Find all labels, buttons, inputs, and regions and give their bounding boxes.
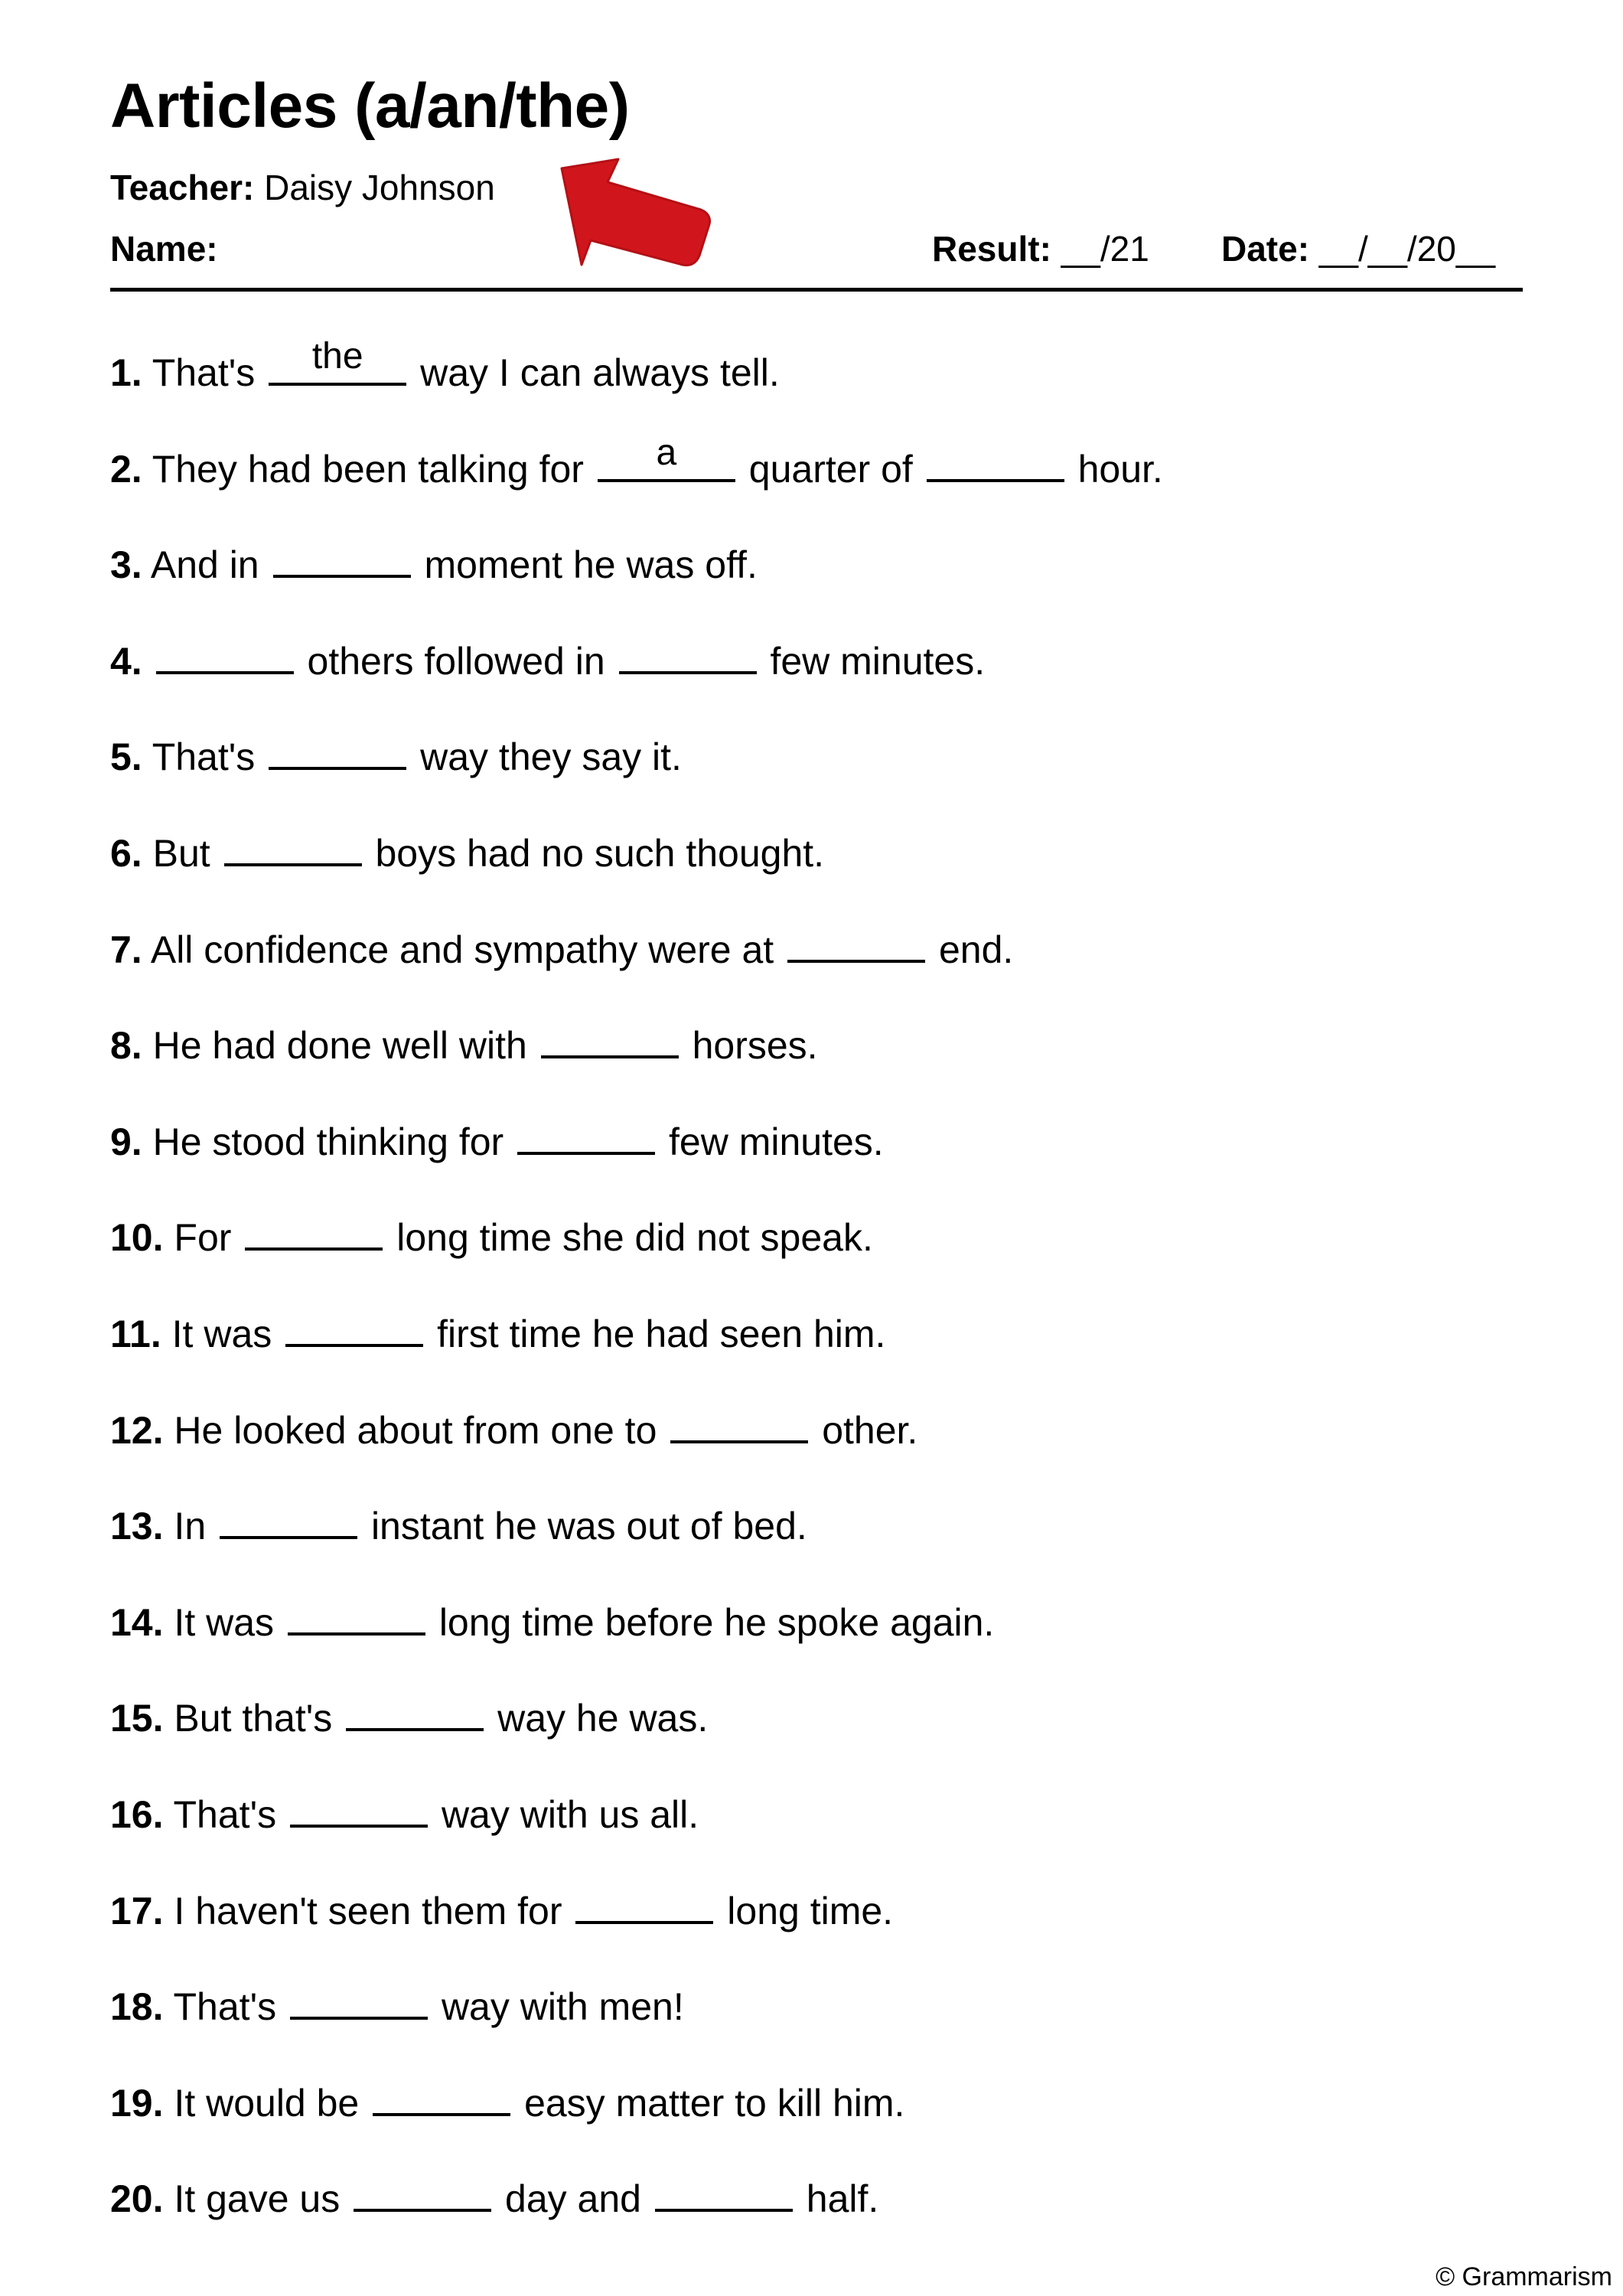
- question-text: way I can always tell.: [420, 351, 780, 394]
- answer-blank[interactable]: [224, 817, 362, 866]
- answer-blank[interactable]: [269, 721, 406, 770]
- question-item: [110, 2163, 879, 2220]
- question-item: [110, 1490, 807, 1548]
- teacher-label: Teacher:: [110, 168, 255, 207]
- question-text: That's: [173, 1793, 277, 1836]
- answer-blank[interactable]: [655, 2163, 793, 2212]
- question-number: 2.: [110, 448, 142, 491]
- question-number: 12.: [110, 1409, 164, 1452]
- date-field: [1221, 229, 1496, 269]
- question-number: 19.: [110, 2082, 164, 2125]
- question-text: He had done well with: [152, 1024, 527, 1067]
- answer-blank[interactable]: [598, 433, 735, 482]
- question-text: All confidence and sympathy were at: [150, 928, 774, 971]
- question-text: long time.: [727, 1890, 894, 1932]
- question-item: [110, 336, 780, 394]
- question-item: [110, 1971, 684, 2028]
- question-text: way with us all.: [441, 1793, 699, 1836]
- teacher-name: Daisy Johnson: [264, 168, 495, 207]
- answer-blank[interactable]: [787, 914, 925, 963]
- question-text: horses.: [692, 1024, 818, 1067]
- question-number: 18.: [110, 1985, 164, 2028]
- question-text: In: [174, 1505, 207, 1548]
- question-text: instant he was out of bed.: [370, 1505, 807, 1548]
- question-text: But: [152, 832, 210, 875]
- question-number: 11.: [110, 1313, 161, 1355]
- student-name-label: Name:: [110, 229, 218, 269]
- answer-blank[interactable]: [290, 1779, 428, 1828]
- answer-blank[interactable]: [670, 1394, 808, 1443]
- question-text: That's: [152, 351, 256, 394]
- red-arrow-icon: [551, 153, 719, 276]
- question-number: 1.: [110, 351, 142, 394]
- question-item: [110, 1009, 818, 1067]
- question-number: 6.: [110, 832, 142, 875]
- date-value: __/__/20__: [1318, 229, 1496, 269]
- answer-blank[interactable]: [245, 1202, 383, 1251]
- question-item: [110, 529, 758, 586]
- result-value: __/21: [1061, 229, 1149, 269]
- question-text: few minutes.: [770, 640, 986, 683]
- answer-blank[interactable]: [346, 1682, 484, 1731]
- question-text: few minutes.: [669, 1120, 884, 1163]
- question-item: [110, 1394, 918, 1452]
- page-title: Articles (a/an/the): [110, 71, 630, 141]
- question-text: He stood thinking for: [152, 1120, 504, 1163]
- answer-blank[interactable]: [285, 1298, 423, 1347]
- question-number: 3.: [110, 543, 142, 586]
- question-text: It would be: [174, 2082, 360, 2125]
- question-item: [110, 2067, 905, 2125]
- question-text: He looked about from one to: [174, 1409, 657, 1452]
- question-text: day and: [505, 2177, 641, 2220]
- question-text: That's: [173, 1985, 277, 2028]
- question-text: It was: [174, 1601, 275, 1644]
- answer-blank[interactable]: [619, 625, 757, 674]
- copyright-text: © Grammarism: [1436, 2262, 1612, 2291]
- question-text: quarter of: [748, 448, 913, 491]
- question-number: 13.: [110, 1505, 164, 1548]
- question-item: [110, 1779, 699, 1836]
- question-text: For: [174, 1216, 232, 1259]
- answer-blank[interactable]: [220, 1490, 357, 1539]
- question-item: [110, 625, 986, 683]
- answer-blank[interactable]: [517, 1106, 655, 1155]
- question-item: [110, 1682, 709, 1740]
- answer-blank[interactable]: [575, 1875, 713, 1924]
- question-text: But that's: [174, 1697, 333, 1740]
- question-text: way they say it.: [420, 735, 682, 778]
- question-text: hour.: [1077, 448, 1163, 491]
- question-text: long time before he spoke again.: [438, 1601, 995, 1644]
- question-item: [110, 1202, 873, 1259]
- question-number: 10.: [110, 1216, 164, 1259]
- answer-blank[interactable]: [290, 1971, 428, 2020]
- answer-blank[interactable]: [156, 625, 294, 674]
- question-item: [110, 1875, 894, 1932]
- teacher-line: [110, 170, 495, 205]
- question-number: 17.: [110, 1890, 164, 1932]
- question-text: It gave us: [174, 2177, 341, 2220]
- question-text: It was: [171, 1313, 272, 1355]
- question-item: [110, 1106, 884, 1163]
- question-number: 16.: [110, 1793, 164, 1836]
- question-text: They had been talking for: [152, 448, 584, 491]
- result-label: Result:: [932, 229, 1051, 269]
- question-number: 4.: [110, 640, 142, 683]
- question-text: That's: [152, 735, 256, 778]
- date-label: Date:: [1221, 229, 1310, 269]
- question-text: moment he was off.: [424, 543, 758, 586]
- answer-blank[interactable]: [373, 2067, 510, 2116]
- result-field: [932, 229, 1149, 269]
- header-divider: [110, 288, 1523, 292]
- answer-text: the: [311, 336, 363, 377]
- question-text: way he was.: [497, 1697, 709, 1740]
- answer-blank[interactable]: [354, 2163, 491, 2212]
- question-number: 20.: [110, 2177, 164, 2220]
- question-item: [110, 1587, 995, 1644]
- question-text: first time he had seen him.: [437, 1313, 886, 1355]
- question-text: long time she did not speak.: [396, 1216, 873, 1259]
- question-text: way with men!: [441, 1985, 684, 2028]
- question-text: I haven't seen them for: [174, 1890, 562, 1932]
- answer-blank[interactable]: [273, 529, 411, 578]
- question-number: 5.: [110, 735, 142, 778]
- answer-text: a: [656, 432, 677, 473]
- question-number: 7.: [110, 928, 142, 971]
- answer-blank[interactable]: [288, 1587, 425, 1636]
- question-number: 9.: [110, 1120, 142, 1163]
- answer-blank[interactable]: [541, 1009, 679, 1058]
- question-number: 14.: [110, 1601, 164, 1644]
- question-number: 15.: [110, 1697, 164, 1740]
- question-item: [110, 914, 1014, 971]
- question-item: [110, 721, 682, 778]
- question-item: [110, 817, 825, 875]
- answer-blank[interactable]: [927, 433, 1064, 482]
- question-text: other.: [822, 1409, 918, 1452]
- question-item: [110, 1298, 886, 1355]
- question-text: boys had no such thought.: [375, 832, 825, 875]
- question-text: And in: [150, 543, 259, 586]
- question-text: end.: [939, 928, 1014, 971]
- answer-blank[interactable]: [269, 337, 406, 386]
- question-text: half.: [806, 2177, 879, 2220]
- question-number: 8.: [110, 1024, 142, 1067]
- question-text: easy matter to kill him.: [524, 2082, 905, 2125]
- question-item: [110, 432, 1163, 491]
- question-text: others followed in: [307, 640, 605, 683]
